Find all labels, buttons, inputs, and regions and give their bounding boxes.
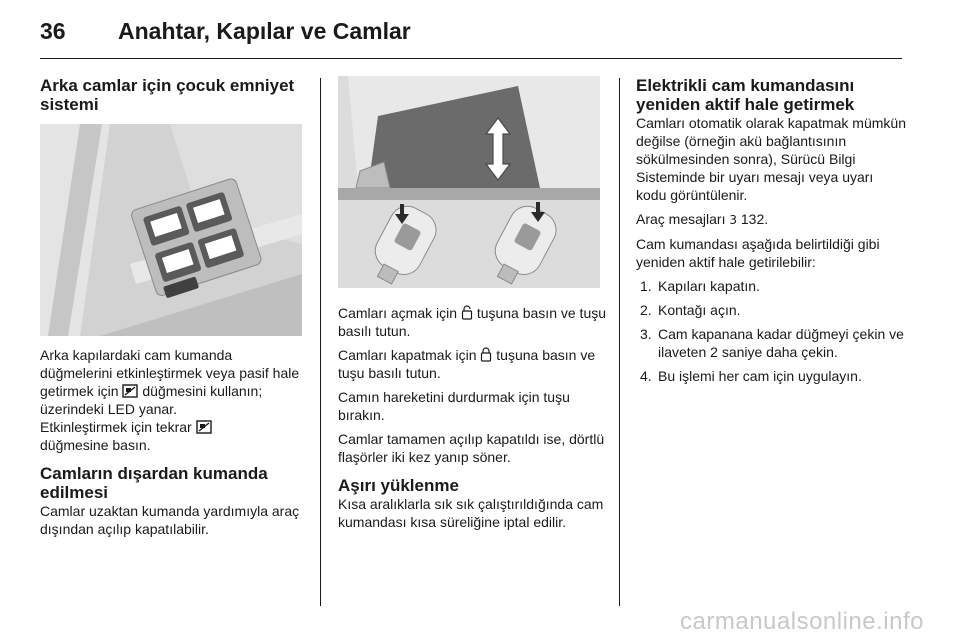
chapter-title: Anahtar, Kapılar ve Camlar — [118, 18, 411, 44]
vehicle-messages-ref: Araç mesajları 3 132. — [636, 211, 769, 227]
page-number: 36 — [40, 18, 66, 44]
open-windows-text: Camları açmak için tuşuna basın ve tuşu basılı tutun. — [338, 305, 607, 339]
column-middle — [338, 76, 608, 531]
section-heading-reactivate: Elektrikli cam kumandasını yeniden aktif hale getirmek — [636, 76, 855, 114]
column-left — [40, 76, 308, 538]
list-item: 2. Kontağı açın. — [640, 302, 741, 318]
overload-text: Kısa aralıklarla sık sık çalıştırıldığında cam kumandası kısa süreliğine iptal edilir. — [338, 496, 604, 530]
stop-movement-text: Camın hareketini durdurmak için tuşu bırakın. — [338, 389, 570, 423]
section-heading-child-lock: Arka camlar için çocuk emniyet sistemi — [40, 76, 295, 114]
section-heading-remote-operation: Camların dışardan kumanda edilmesi — [40, 464, 268, 502]
lock-key-icon — [480, 347, 492, 362]
section-heading-overload: Aşırı yüklenme — [338, 476, 459, 495]
child-lock-switch-icon — [196, 420, 212, 434]
header-rule — [40, 58, 902, 59]
column-divider — [320, 78, 321, 606]
window-switch-panel-illustration — [40, 124, 302, 336]
child-lock-switch-icon — [122, 384, 138, 398]
list-item: 1. Kapıları kapatın. — [640, 278, 760, 294]
list-item: 4. Bu işlemi her cam için uygulayın. — [640, 368, 862, 384]
child-lock-instructions: Arka kapılardaki cam kumanda düğmelerini etkinleştirmek veya pasif hale getirmek için düğmesini kullanın; üzerindeki LED yanar. Etkinleştirmek için tekrar düğmesine basın. — [40, 347, 300, 453]
column-divider — [619, 78, 620, 606]
page-reference-link[interactable]: 132. — [740, 211, 769, 227]
column-right — [636, 76, 906, 385]
watermark-text: carmanualsonline.info — [680, 608, 924, 635]
hazard-flash-text: Camlar tamamen açılıp kapatıldı ise, dörtlü flaşörler iki kez yanıp söner. — [338, 431, 605, 465]
remote-key-window-illustration — [338, 76, 600, 288]
page-reference-arrow-icon: 3 — [729, 213, 737, 227]
page-header — [40, 16, 900, 64]
reactivate-method-text: Cam kumandası aşağıda belirtildiği gibi yeniden aktif hale getirilebilir: — [636, 236, 880, 270]
close-windows-text: Camları kapatmak için tuşuna basın ve tuşu basılı tutun. — [338, 347, 596, 381]
list-item: 3. Cam kapanana kadar düğmeyi çekin ve ilaveten 2 saniye daha çekin. — [640, 326, 904, 360]
unlock-key-icon — [461, 305, 473, 320]
reactivate-intro-text: Camları otomatik olarak kapatmak mümkün değilse (örneğin akü bağlantısının sökülmesinden sonra), Sürücü Bilgi Sisteminde bir uyarı mesajı veya uyarı kodu görüntülenir. — [636, 115, 906, 203]
reactivate-steps-list — [636, 277, 906, 385]
remote-operation-text: Camlar uzaktan kumanda yardımıyla araç dışından açılıp kapatılabilir. — [40, 503, 300, 537]
